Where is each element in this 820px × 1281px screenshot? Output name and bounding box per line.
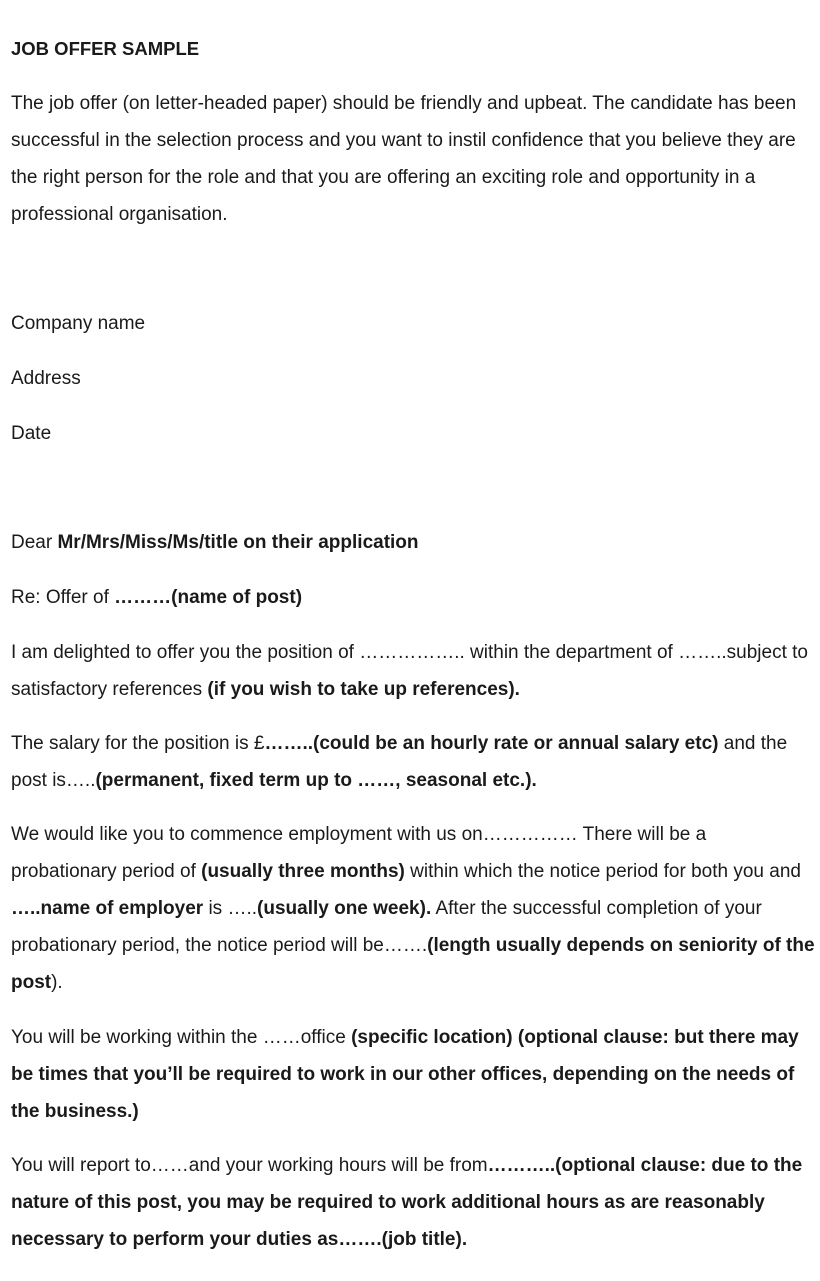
salutation-dear: Dear xyxy=(11,532,58,553)
re-post: ………(name of post) xyxy=(114,587,303,608)
employer-name-note: …..name of employer xyxy=(11,898,204,919)
salutation-name: Mr/Mrs/Miss/Ms/title on their application xyxy=(57,532,419,553)
post-type-text: and the post is….. xyxy=(11,733,788,791)
salary-note: ……..(could be an hourly rate or annual salary etc) xyxy=(264,733,719,754)
re-prefix: Re: Offer of xyxy=(11,587,115,608)
address-line: Address xyxy=(11,368,81,389)
location-note: (specific location) (optional clause: but there may be times that you’ll be required to work in our other offices, depending on the needs of the business.) xyxy=(11,1027,799,1122)
commencement-text-2: within which the notice period for both you and xyxy=(404,861,801,882)
location-text: You will be working within the ……office xyxy=(11,1027,352,1048)
seniority-note: (length usually depends on seniority of the post xyxy=(11,935,815,993)
probation-length-note: (usually three months) xyxy=(201,861,405,882)
reporting-note: ………..(optional clause: due to the nature of this post, you may be required to work additional hours as are reasonably necessary to perform your duties as…….(job title). xyxy=(11,1155,803,1250)
commencement-paragraph xyxy=(11,816,815,1001)
salutation-line xyxy=(11,524,815,561)
position-text: I am delighted to offer you the position of …………….. within the department of ……..subject to satisfactory references xyxy=(11,642,808,700)
salary-text: The salary for the position is £ xyxy=(11,733,265,754)
commencement-text-3: is ….. xyxy=(203,898,258,919)
commencement-text-5: ). xyxy=(51,972,63,993)
document-heading: JOB OFFER SAMPLE xyxy=(11,38,200,59)
references-note: (if you wish to take up references). xyxy=(207,679,520,700)
commencement-text-4: After the successful completion of your probationary period, the notice period will be……. xyxy=(11,898,762,956)
notice-period-note: (usually one week). xyxy=(257,898,432,919)
location-paragraph xyxy=(11,1019,815,1130)
reporting-paragraph xyxy=(11,1147,815,1258)
reporting-text: You will report to……and your working hours will be from xyxy=(11,1155,488,1176)
salary-paragraph xyxy=(11,725,815,799)
company-name-line: Company name xyxy=(11,313,146,334)
position-paragraph xyxy=(11,634,815,708)
post-type-note: (permanent, fixed term up to ……, seasonal etc.). xyxy=(95,770,537,791)
date-line: Date xyxy=(11,423,52,444)
re-line xyxy=(11,579,815,616)
intro-paragraph: The job offer (on letter-headed paper) should be friendly and upbeat. The candidate has been successful in the selection process and you want to instil confidence that you believe they are the right person for the role and that you are offering an exciting role and opportunity in a professional organisation. xyxy=(11,93,797,225)
commencement-text-1: We would like you to commence employment with us on…………… There will be a probationary period of xyxy=(11,824,707,882)
